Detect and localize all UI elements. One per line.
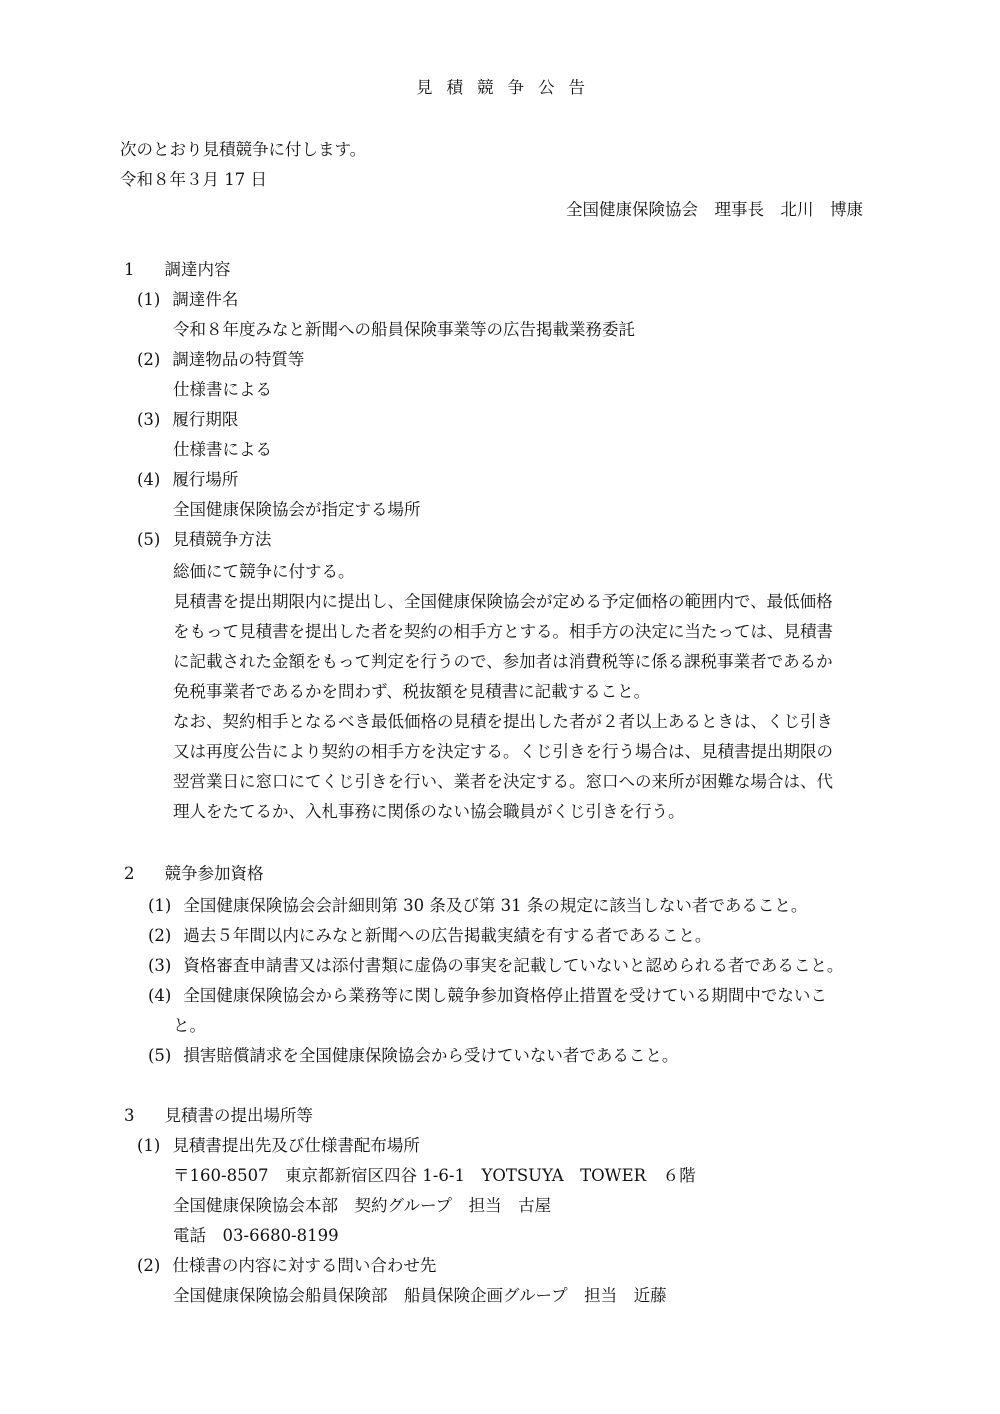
s1-item5-line: 総価にて競争に付する。 <box>173 562 355 581</box>
s1-item3-heading <box>137 410 238 430</box>
section-1-number: 1 <box>124 260 135 279</box>
s1-item3-text: 仕様書による <box>173 440 272 459</box>
section-3-title: 見積書の提出場所等 <box>164 1106 313 1125</box>
s2-item-number: (3) <box>148 956 172 975</box>
notice-date: 令和８年３月 17 日 <box>120 170 267 189</box>
s2-item <box>148 896 807 916</box>
s1-item3-label: 履行期限 <box>172 410 239 429</box>
s1-item2-heading <box>137 350 304 370</box>
s1-item5-line: 免税事業者であるかを問わず、税抜額を見積書に記載すること。 <box>173 682 651 701</box>
section-2-number: 2 <box>124 864 135 883</box>
s1-item5-line: 理人をたてるか、入札事務に関係のない協会職員がくじ引きを行う。 <box>173 802 685 821</box>
s1-item5-line: なお、契約相手となるべき最低価格の見積を提出した者が２者以上あるときは、くじ引き <box>173 712 833 731</box>
issuer-signature: 全国健康保険協会 理事長 北川 博康 <box>566 200 863 219</box>
s2-item-number: (5) <box>148 1046 172 1065</box>
s1-item5-line: 翌営業日に窓口にてくじ引きを行い、業者を決定する。窓口への来所が困難な場合は、代 <box>173 772 833 791</box>
s3-item2-number: (2) <box>137 1256 161 1275</box>
section-1-heading <box>124 260 231 280</box>
s2-item <box>148 986 827 1006</box>
section-2-title: 競争参加資格 <box>164 864 264 883</box>
s2-item-text: 過去５年間以内にみなと新聞への広告掲載実績を有する者であること。 <box>183 926 712 945</box>
s3-item2-label: 仕様書の内容に対する問い合わせ先 <box>172 1256 437 1275</box>
s1-item1-heading <box>137 290 238 310</box>
s2-item <box>148 926 711 946</box>
s1-item2-number: (2) <box>137 350 161 369</box>
s3-item1-heading <box>137 1136 420 1156</box>
section-1-title: 調達内容 <box>164 260 231 279</box>
s2-item-continuation: と。 <box>173 1016 206 1035</box>
s2-item-text: 損害賠償請求を全国健康保険協会から受けていない者であること。 <box>183 1046 679 1065</box>
s1-item4-heading <box>137 470 238 490</box>
s3-item2-contact: 全国健康保険協会船員保険部 船員保険企画グループ 担当 近藤 <box>173 1286 667 1305</box>
s1-item5-heading <box>137 530 271 550</box>
s1-item4-text: 全国健康保険協会が指定する場所 <box>173 500 421 519</box>
s1-item5-line: 見積書を提出期限内に提出し、全国健康保険協会が定める予定価格の範囲内で、最低価格 <box>173 592 833 611</box>
s2-item-number: (2) <box>148 926 172 945</box>
s3-item1-label: 見積書提出先及び仕様書配布場所 <box>172 1136 420 1155</box>
s1-item2-text: 仕様書による <box>173 380 272 399</box>
section-3-heading <box>124 1106 313 1126</box>
s2-item-text: 全国健康保険協会会計細則第 30 条及び第 31 条の規定に該当しない者であること。 <box>183 896 808 915</box>
section-3-number: 3 <box>124 1106 135 1125</box>
s1-item1-number: (1) <box>137 290 161 309</box>
s3-item1-number: (1) <box>137 1136 161 1155</box>
s1-item5-line: に記載された金額をもって判定を行うので、参加者は消費税等に係る課税事業者であるか <box>173 652 833 671</box>
s1-item5-line: 又は再度公告により契約の相手方を決定する。くじ引きを行う場合は、見積書提出期限の <box>173 742 833 761</box>
intro-text: 次のとおり見積競争に付します。 <box>120 140 367 159</box>
s3-item1-phone: 電話 03-6680-8199 <box>173 1226 339 1245</box>
s2-item-text: 全国健康保険協会から業務等に関し競争参加資格停止措置を受けている期間中でないこ <box>183 986 827 1005</box>
document-title: 見積競争公告 <box>416 78 599 97</box>
s1-item2-label: 調達物品の特質等 <box>172 350 305 369</box>
s1-item4-number: (4) <box>137 470 161 489</box>
s2-item-number: (4) <box>148 986 172 1005</box>
s1-item4-label: 履行場所 <box>172 470 239 489</box>
s1-item1-text: 令和８年度みなと新聞への船員保険事業等の広告掲載業務委託 <box>173 320 635 339</box>
s2-item-text: 資格審査申請書又は添付書類に虚偽の事実を記載していないと認められる者であること。 <box>183 956 844 975</box>
s2-item-number: (1) <box>148 896 172 915</box>
s1-item1-label: 調達件名 <box>172 290 239 309</box>
s2-item <box>148 1046 678 1066</box>
s1-item5-number: (5) <box>137 530 161 549</box>
s1-item5-label: 見積競争方法 <box>172 530 272 549</box>
s1-item3-number: (3) <box>137 410 161 429</box>
s3-item1-contact: 全国健康保険協会本部 契約グループ 担当 古屋 <box>173 1196 552 1215</box>
section-2-heading <box>124 864 264 884</box>
s2-item <box>148 956 843 976</box>
s1-item5-line: をもって見積書を提出した者を契約の相手方とする。相手方の決定に当たっては、見積書 <box>173 622 833 641</box>
s3-item2-heading <box>137 1256 436 1276</box>
s3-item1-address: 〒160-8507 東京都新宿区四谷 1-6-1 YOTSUYA TOWER ６階 <box>173 1166 696 1185</box>
